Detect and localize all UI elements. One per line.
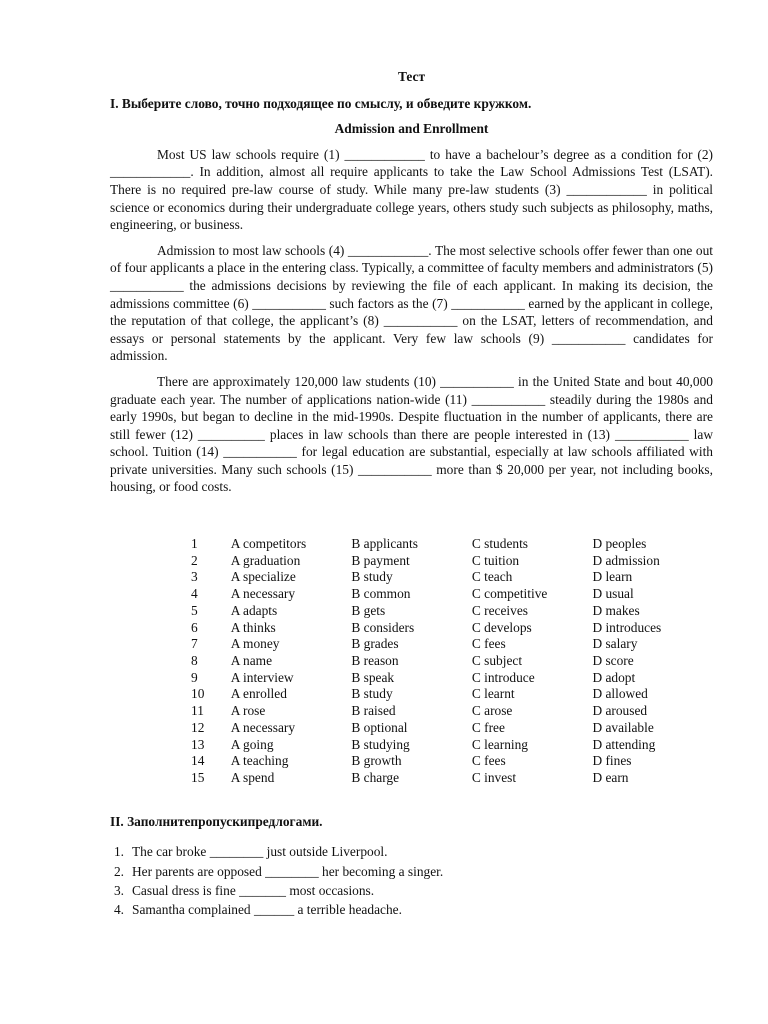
paragraph-2: Admission to most law schools (4) ____________. The most selective schools offer fewer than one out of four applicants a place in the entering class. Typically, a committee of faculty members and administrators (5) ___________ the admissions decisions by reviewing the file of each applicant. In making its decision, the admissions committee (6) ___________ such factors as the (7) ___________ earned by the applicant in college, the reputation of that college, the applicant’s (8) ___________ on the LSAT, letters of recommendation, and essays or personal statements by the applicant. Very few law schools (9) ___________ candidates for admission. xyxy=(110,242,713,364)
option-row xyxy=(191,753,713,770)
option-b: B charge xyxy=(351,769,400,785)
option-row xyxy=(191,703,713,720)
option-number: 14 xyxy=(191,753,205,769)
option-b: B speak xyxy=(351,669,395,685)
option-a: A competitors xyxy=(230,536,307,552)
option-number: 5 xyxy=(191,602,198,618)
option-number: 1 xyxy=(191,536,198,552)
option-b: B gets xyxy=(351,602,386,618)
option-d: D fines xyxy=(592,753,632,769)
option-row xyxy=(191,569,713,586)
option-row xyxy=(191,737,713,754)
option-b: B study xyxy=(351,569,393,585)
option-b: B payment xyxy=(351,552,410,568)
option-b: B raised xyxy=(351,703,396,719)
option-a: A thinks xyxy=(230,619,276,635)
option-a: A enrolled xyxy=(230,686,287,702)
section-1-heading: I. Выберите слово, точно подходящее по смыслу, и обведите кружком. xyxy=(110,95,532,111)
option-row xyxy=(191,553,713,570)
option-a: A spend xyxy=(230,769,275,785)
option-row xyxy=(191,720,713,737)
option-number: 7 xyxy=(191,636,198,652)
option-c: C competitive xyxy=(471,586,548,602)
option-number: 11 xyxy=(191,703,204,719)
option-a: A going xyxy=(230,736,274,752)
option-number: 9 xyxy=(191,669,198,685)
list-item xyxy=(110,881,713,900)
option-b: B growth xyxy=(351,753,402,769)
option-a: A name xyxy=(230,652,273,668)
option-c: C free xyxy=(471,719,505,735)
option-c: C receives xyxy=(471,602,528,618)
option-d: D admission xyxy=(592,552,660,568)
option-row xyxy=(191,686,713,703)
option-b: B study xyxy=(351,686,393,702)
option-d: D attending xyxy=(592,736,656,752)
option-a: A specialize xyxy=(230,569,296,585)
list-item-text: Samantha complained ______ a terrible headache. xyxy=(132,902,402,918)
option-number: 8 xyxy=(191,652,198,668)
option-a: A necessary xyxy=(230,719,296,735)
option-b: B considers xyxy=(351,619,415,635)
paragraph-1: Most US law schools require (1) ____________ to have a bachelour’s degree as a condition for (2) ____________. In addition, almost all require applicants to take the Law School Admissions Test (LSAT). There is no required pre-law course of study. While many pre-law students (3) ____________ in political science or economics during their undergraduate college years, others study such subjects as philosophy, maths, engineering, or business. xyxy=(110,146,713,233)
option-row xyxy=(191,603,713,620)
option-b: B reason xyxy=(351,652,399,668)
option-row xyxy=(191,636,713,653)
option-d: D makes xyxy=(592,602,640,618)
option-c: C learnt xyxy=(471,686,515,702)
option-b: B grades xyxy=(351,636,399,652)
document-title: Тест xyxy=(397,69,426,84)
option-c: C students xyxy=(471,536,529,552)
option-a: A interview xyxy=(230,669,294,685)
list-item-text: Casual dress is fine _______ most occasions. xyxy=(132,882,375,898)
option-number: 6 xyxy=(191,619,198,635)
option-c: C teach xyxy=(471,569,513,585)
option-c: C fees xyxy=(471,636,506,652)
list-item-text: The car broke ________ just outside Liverpool. xyxy=(132,844,388,860)
paragraph-3: There are approximately 120,000 law students (10) ___________ in the United State and bout 40,000 graduate each year. The number of applications nation-wide (11) ___________ steadily during the 1980s and early 1990s, but began to decline in the mid-1990s. Despite fluctuation in the number of applicants, there are still fewer (12) __________ places in law schools than there are people interested in (13) ___________ law school. Tuition (14) ___________ for legal education are substantial, especially at law schools affiliated with private universities. Many such schools (15) ___________ more than $ 20,000 per year, not including books, housing, or food costs. xyxy=(110,373,713,495)
option-d: D score xyxy=(592,652,634,668)
option-a: A adapts xyxy=(230,602,278,618)
option-d: D salary xyxy=(592,636,638,652)
text-title: Admission and Enrollment xyxy=(334,121,489,137)
option-c: C arose xyxy=(471,703,513,719)
option-b: B studying xyxy=(351,736,410,752)
option-d: D earn xyxy=(592,769,629,785)
option-row xyxy=(191,620,713,637)
option-c: C subject xyxy=(471,652,523,668)
option-row xyxy=(191,770,713,787)
list-item xyxy=(110,900,713,919)
option-c: C introduce xyxy=(471,669,535,685)
option-d: D peoples xyxy=(592,536,647,552)
option-a: A rose xyxy=(230,703,266,719)
list-item-number: 2. xyxy=(113,863,124,879)
option-row xyxy=(191,653,713,670)
option-c: C fees xyxy=(471,753,506,769)
option-number: 13 xyxy=(191,736,205,752)
option-number: 4 xyxy=(191,586,198,602)
option-b: B common xyxy=(351,586,411,602)
list-item xyxy=(110,862,713,881)
option-c: C develops xyxy=(471,619,532,635)
list-item-number: 1. xyxy=(113,844,124,860)
option-row xyxy=(191,536,713,553)
option-d: D adopt xyxy=(592,669,636,685)
option-d: D allowed xyxy=(592,686,648,702)
option-b: B applicants xyxy=(351,536,418,552)
list-item xyxy=(110,842,713,861)
option-d: D available xyxy=(592,719,654,735)
option-row xyxy=(191,586,713,603)
option-a: A necessary xyxy=(230,586,296,602)
option-row xyxy=(191,670,713,687)
list-item-number: 4. xyxy=(113,902,124,918)
option-number: 15 xyxy=(191,769,205,785)
option-b: B optional xyxy=(351,719,408,735)
option-a: A graduation xyxy=(230,552,301,568)
option-c: C invest xyxy=(471,769,517,785)
option-number: 12 xyxy=(191,719,205,735)
option-d: D learn xyxy=(592,569,633,585)
option-a: A teaching xyxy=(230,753,289,769)
option-d: D introduces xyxy=(592,619,662,635)
section-2-heading: II. Заполнитепропускипредлогами. xyxy=(110,813,323,829)
option-number: 2 xyxy=(191,552,198,568)
list-item-number: 3. xyxy=(113,882,124,898)
preposition-exercise-list xyxy=(110,842,713,920)
option-d: D usual xyxy=(592,586,634,602)
option-number: 3 xyxy=(191,569,198,585)
option-a: A money xyxy=(230,636,280,652)
option-c: C tuition xyxy=(471,552,520,568)
option-d: D aroused xyxy=(592,703,648,719)
option-c: C learning xyxy=(471,736,528,752)
answer-options-table xyxy=(191,536,713,787)
option-number: 10 xyxy=(191,686,205,702)
list-item-text: Her parents are opposed ________ her becoming a singer. xyxy=(132,863,444,879)
